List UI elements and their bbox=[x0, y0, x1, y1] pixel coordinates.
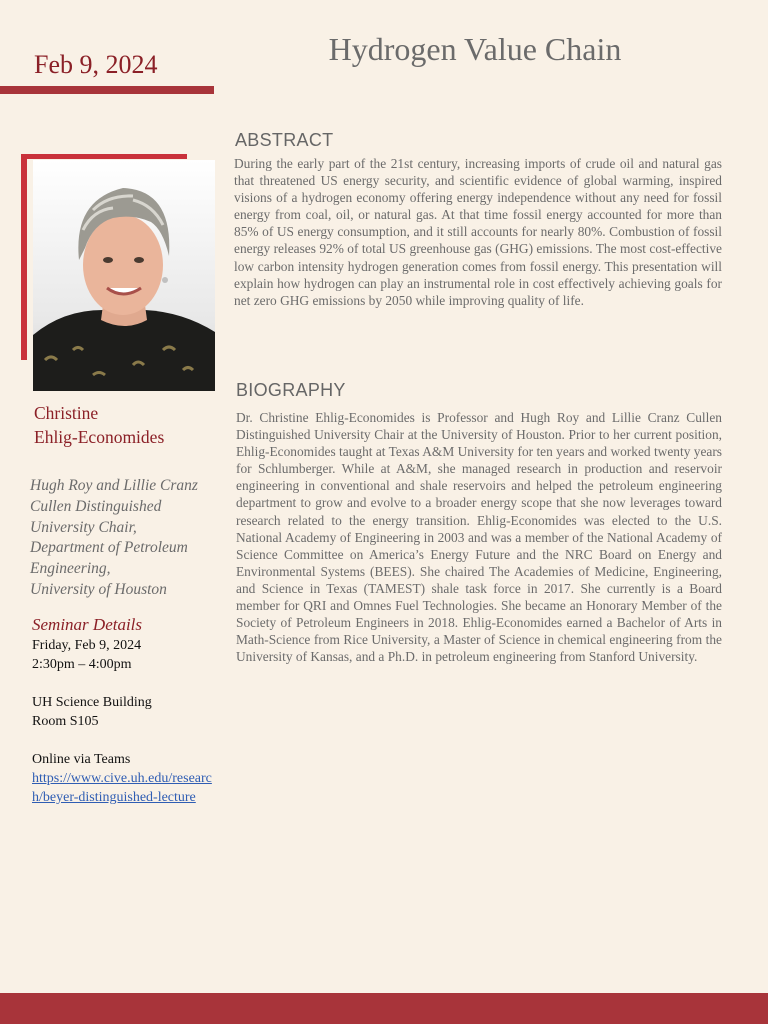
seminar-details-heading: Seminar Details bbox=[32, 615, 143, 634]
speaker-last-name: Ehlig-Economides bbox=[34, 427, 165, 447]
seminar-online: Online via Teams bbox=[32, 752, 131, 767]
affiliation-line: Hugh Roy and Lillie Cranz bbox=[30, 477, 198, 494]
date-underline bbox=[0, 86, 214, 94]
affiliation-line: Cullen Distinguished bbox=[30, 497, 162, 515]
abstract-heading: ABSTRACT bbox=[235, 130, 334, 150]
seminar-room: Room S105 bbox=[32, 714, 99, 729]
seminar-details bbox=[32, 636, 222, 807]
page-title: Hydrogen Value Chain bbox=[328, 31, 622, 67]
seminar-building: UH Science Building bbox=[32, 695, 152, 710]
seminar-time: 2:30pm – 4:00pm bbox=[32, 657, 132, 672]
speaker-affiliation bbox=[30, 476, 220, 601]
speaker-portrait-illustration bbox=[33, 160, 215, 391]
affiliation-line: University of Houston bbox=[30, 580, 167, 598]
teams-link[interactable]: https://www.cive.uh.edu/research/beyer-distinguished-lecture bbox=[32, 771, 212, 805]
speaker-name bbox=[34, 401, 214, 449]
abstract-text: During the early part of the 21st century, increasing imports of crude oil and natural gas that threatened US energy security, and scientific evidence of global warming, inspired visions of a hydrogen economy offering energy independence without any need for fossil energy from coal, oil, or natural gas. At that time fossil energy accounted for more than 85% of US energy consumption, and it still accounts for nearly 80%. Combustion of fossil energy releases 92% of total US greenhouse gas (GHG) emissions. The most cost-effective low carbon intensity hydrogen generation comes from fossil energy. This presentation will explain how hydrogen can play an instrumental role in cost effectively achieving goals for net zero GHG emissions by 2050 while improving quality of life. bbox=[234, 156, 722, 308]
speaker-first-name: Christine bbox=[34, 403, 99, 423]
biography-heading: BIOGRAPHY bbox=[236, 380, 346, 400]
seminar-day: Friday, Feb 9, 2024 bbox=[32, 638, 142, 653]
event-date: Feb 9, 2024 bbox=[34, 50, 158, 79]
affiliation-line: Engineering, bbox=[30, 560, 111, 578]
footer-bar bbox=[0, 993, 768, 1024]
affiliation-line: Department of Petroleum bbox=[30, 539, 188, 557]
photo-frame-top bbox=[21, 154, 187, 159]
photo-frame-left bbox=[21, 154, 27, 360]
biography-text: Dr. Christine Ehlig-Economides is Professor and Hugh Roy and Lillie Cranz Cullen Distinguished University Chair at the University of Houston. Prior to her current position, Ehlig-Economides taught at Texas A&M University for ten years and worked twenty years for Schlumberger. While at A&M, she managed research in production and reservoir engineering in conventional and shale reservoirs and helped the petroleum engineering department to grow and evolve to a broader energy scope that she now leverages toward research related to the energy transition. Ehlig-Economides was elected to the U.S. National Academy of Engineering in 2003 and was a member of the National Academy of Science Committee on America’s Energy Future and the NRC Board on Energy and Environmental Systems (BEES). She chaired The Academies of Medicine, Engineering, and Science in Texas (TAMEST) shale task force in 2017. She currently is a Board member for QRI and Omnes Fuel Technologies. She became an Honorary Member of the Society of Petroleum Engineers in 2018. Ehlig-Economides earned a Bachelor of Arts in Math-Science from Rice University, a Master of Science in chemical engineering from the University of Kansas, and a Ph.D. in petroleum engineering from Stanford University. bbox=[236, 410, 722, 665]
speaker-photo bbox=[33, 160, 215, 391]
affiliation-line: University Chair, bbox=[30, 518, 137, 536]
